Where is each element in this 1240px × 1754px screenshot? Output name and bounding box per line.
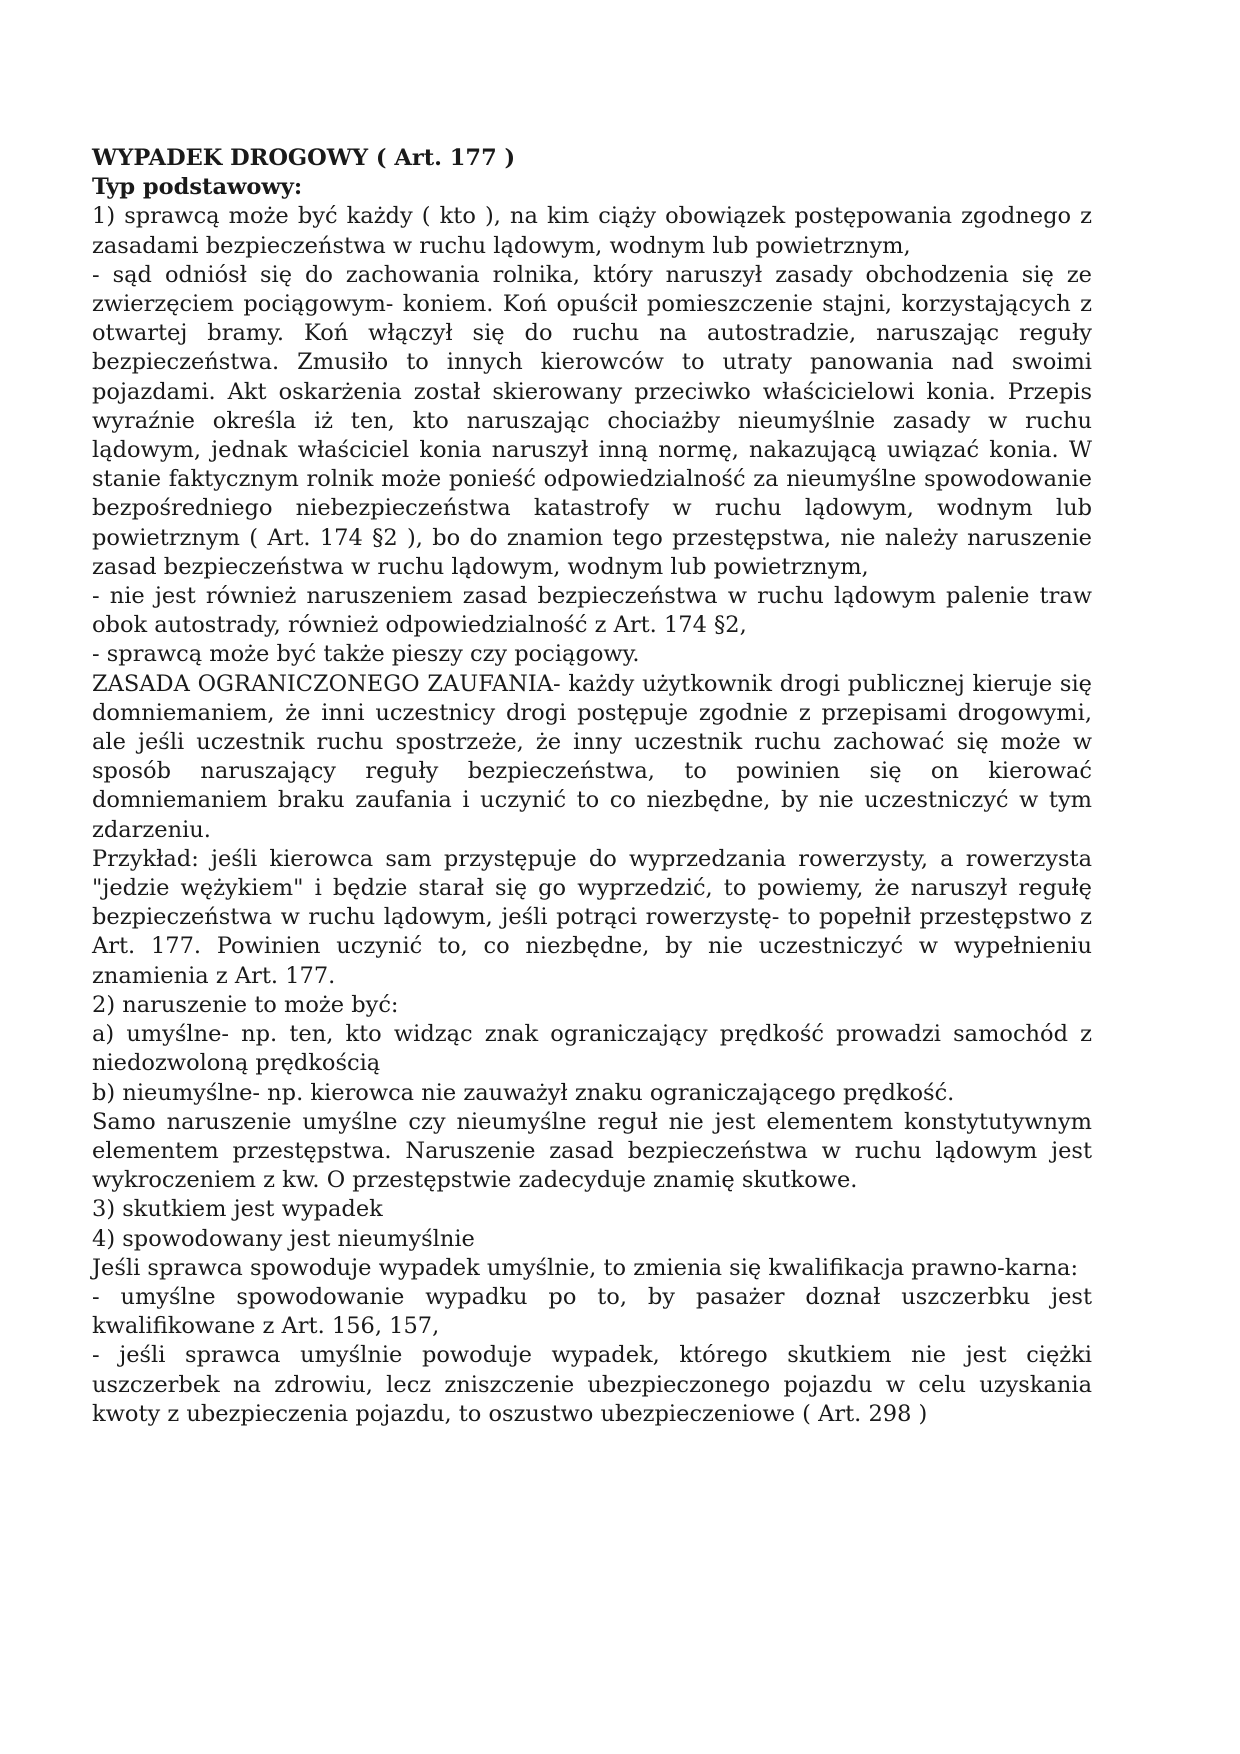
paragraph-12: 4) spowodowany jest nieumyślnie (92, 1225, 475, 1252)
paragraph-5: ZASADA OGRANICZONEGO ZAUFANIA- każdy użytkownik drogi publicznej kieruje się domniemaniem, że inni uczestnicy drogi postępuje zgodnie z przepisami drogowymi, ale jeśli uczestnik ruchu spostrzeże, że inny uczestnik ruchu zachować się może w sposób naruszający reguły bezpieczeństwa, to powinien się on kierować domniemaniem braku zaufania i uczynić to co niezbędne, by nie uczestniczyć w tym zdarzeniu. (92, 670, 1092, 843)
paragraph-13: Jeśli sprawca spowoduje wypadek umyślnie, to zmienia się kwalifikacja prawno-karna: (92, 1254, 1079, 1281)
paragraph-7: 2) naruszenie to może być: (92, 991, 399, 1018)
paragraph-8: a) umyślne- np. ten, kto widząc znak ograniczający prędkość prowadzi samochód z niedozwoloną prędkością (92, 1021, 1092, 1077)
paragraph-15: - jeśli sprawca umyślnie powoduje wypadek, którego skutkiem nie jest ciężki uszczerbek na zdrowiu, lecz zniszczenie ubezpieczonego pojazdu w celu uzyskania kwoty z ubezpieczenia pojazdu, to oszustwo ubezpieczeniowe ( Art. 298 ) (92, 1342, 1092, 1427)
paragraph-9: b) nieumyślne- np. kierowca nie zauważył znaku ograniczającego prędkość. (92, 1079, 955, 1106)
document-subtitle: Typ podstawowy: (92, 174, 303, 201)
paragraph-3: - nie jest również naruszeniem zasad bezpieczeństwa w ruchu lądowym palenie traw obok autostrady, również odpowiedzialność z Art. 174 §2, (92, 583, 1092, 639)
paragraph-2: - sąd odniósł się do zachowania rolnika, który naruszył zasady obchodzenia się ze zwierzęciem pociągowym- koniem. Koń opuścił pomieszczenie stajni, korzystających z otwartej bramy. Koń włączył się do ruchu na autostradzie, naruszając reguły bezpieczeństwa. Zmusiło to innych kierowców to utraty panowania nad swoimi pojazdami. Akt oskarżenia został skierowany przeciwko właścicielowi konia. Przepis wyraźnie określa iż ten, kto naruszając chociażby nieumyślnie zasady w ruchu lądowym, jednak właściciel konia naruszył inną normę, nakazującą uwiązać konia. W stanie faktycznym rolnik może ponieść odpowiedzialność za nieumyślne spowodowanie bezpośredniego niebezpieczeństwa katastrofy w ruchu lądowym, wodnym lub powietrznym ( Art. 174 §2 ), bo do znamion tego przestępstwa, nie należy naruszenie zasad bezpieczeństwa w ruchu lądowym, wodnym lub powietrznym, (92, 261, 1092, 580)
paragraph-4: - sprawcą może być także pieszy czy pociągowy. (92, 641, 640, 668)
paragraph-11: 3) skutkiem jest wypadek (92, 1196, 383, 1223)
paragraph-10: Samo naruszenie umyślne czy nieumyślne reguł nie jest elementem konstytutywnym elementem przestępstwa. Naruszenie zasad bezpieczeństwa w ruchu lądowym jest wykroczeniem z kw. O przestępstwie zadecyduje znamię skutkowe. (92, 1108, 1092, 1194)
paragraph-6: Przykład: jeśli kierowca sam przystępuje do wyprzedzania rowerzysty, a rowerzysta "jedzie wężykiem" i będzie starał się go wyprzedzić, to powiemy, że naruszył regułę bezpieczeństwa w ruchu lądowym, jeśli potrąci rowerzystę- to popełnił przestępstwo z Art. 177. Powinien uczynić to, co niezbędne, by nie uczestniczyć w wypełnieniu znamienia z Art. 177. (92, 845, 1092, 989)
paragraph-1: 1) sprawcą może być każdy ( kto ), na kim ciąży obowiązek postępowania zgodnego z zasadami bezpieczeństwa w ruchu lądowym, wodnym lub powietrznym, (92, 203, 1092, 259)
document-title: WYPADEK DROGOWY ( Art. 177 ) (92, 145, 516, 171)
paragraph-14: - umyślne spowodowanie wypadku po to, by pasażer doznał uszczerbku jest kwalifikowane z Art. 156, 157, (92, 1283, 1092, 1340)
document-page (92, 144, 1092, 1429)
